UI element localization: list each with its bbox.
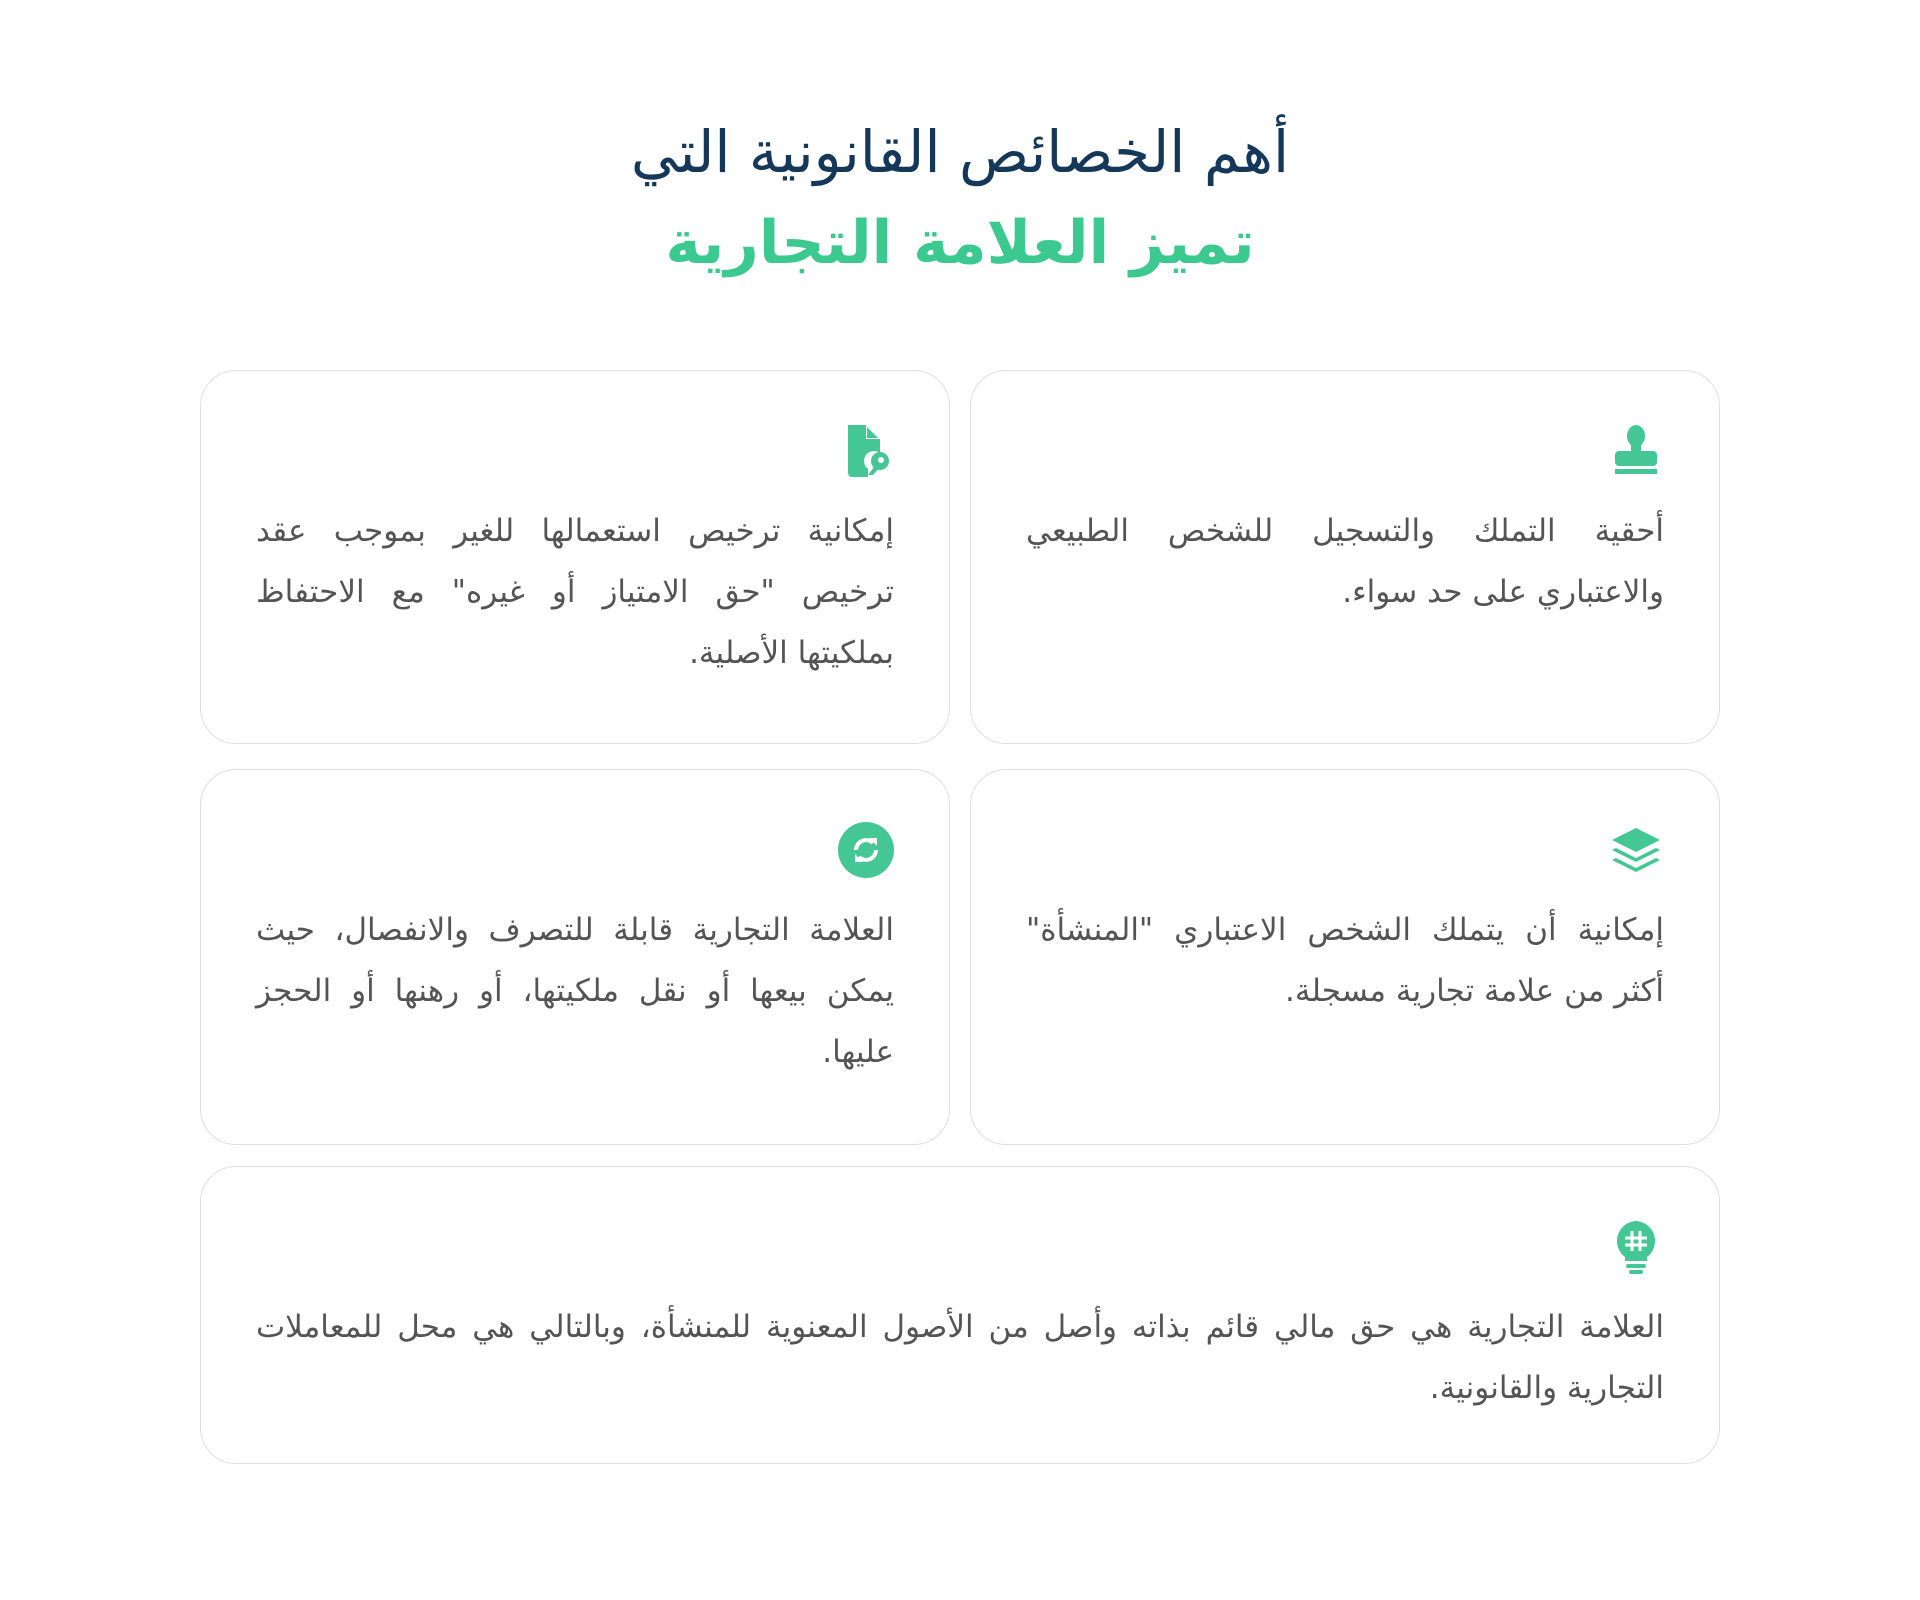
card-text: إمكانية أن يتملك الشخص الاعتباري "المنشأة" أكثر من علامة تجارية مسجلة. (1026, 912, 1664, 1009)
card-text: العلامة التجارية قابلة للتصرف والانفصال، حيث يمكن بيعها أو نقل ملكيتها، أو رهنها أو الحجز عليها. (256, 912, 894, 1070)
feature-card-licensing (200, 370, 950, 744)
file-key-icon (838, 423, 894, 479)
sync-icon (838, 822, 894, 878)
lightbulb-icon (1608, 1219, 1664, 1275)
feature-card-transferable (200, 769, 950, 1145)
page-subtitle: تميز العلامة التجارية (665, 208, 1255, 278)
card-text: إمكانية ترخيص استعمالها للغير بموجب عقد ترخيص "حق الامتياز أو غيره" مع الاحتفاظ بملكيتها الأصلية. (256, 513, 894, 671)
feature-card-ownership (970, 370, 1720, 744)
layers-icon (1608, 822, 1664, 878)
feature-card-financial-asset (200, 1166, 1720, 1464)
card-text: العلامة التجارية هي حق مالي قائم بذاته وأصل من الأصول المعنوية للمنشأة، وبالتالي هي محل للمعاملات التجارية والقانونية. (256, 1309, 1664, 1406)
card-text: أحقية التملك والتسجيل للشخص الطبيعي والاعتباري على حد سواء. (1026, 513, 1664, 610)
page-title: أهم الخصائص القانونية التي (630, 118, 1290, 186)
stamp-icon (1608, 423, 1664, 479)
feature-card-multiple-marks (970, 769, 1720, 1145)
